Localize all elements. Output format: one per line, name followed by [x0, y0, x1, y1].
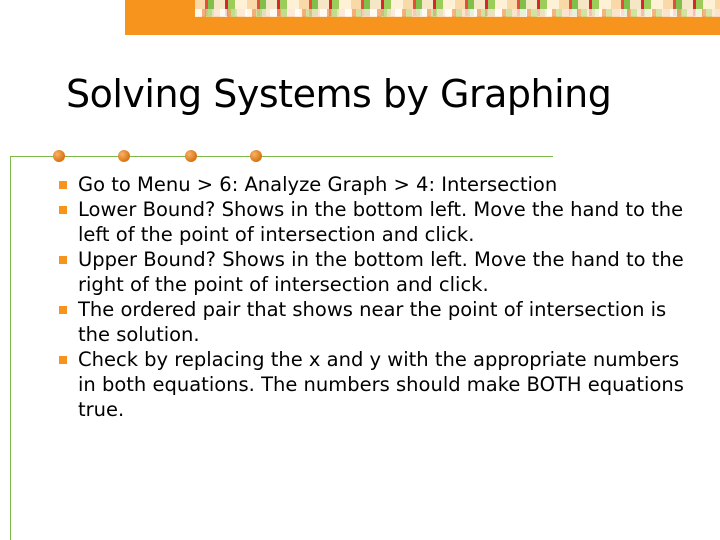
- decorative-dot-3: [185, 150, 197, 162]
- square-bullet-icon: [59, 206, 67, 214]
- square-bullet-icon: [59, 356, 67, 364]
- square-bullet-icon: [59, 256, 67, 264]
- decorative-horizontal-line: [10, 156, 553, 157]
- bullet-list: [56, 172, 696, 422]
- decorative-dot-4: [250, 150, 262, 162]
- decorative-banner: [125, 0, 720, 35]
- bullet-item: [56, 297, 696, 347]
- bullet-text: Go to Menu > 6: Analyze Graph > 4: Intersection: [78, 173, 558, 196]
- bullet-item: [56, 247, 696, 297]
- bullet-text: Upper Bound? Shows in the bottom left. Move the hand to the right of the point of intersection and click.: [78, 248, 684, 296]
- bullet-item: [56, 172, 696, 197]
- decorative-dot-1: [53, 150, 65, 162]
- slide-title: Solving Systems by Graphing: [66, 72, 612, 116]
- bullet-item: [56, 347, 696, 422]
- decorative-dot-2: [118, 150, 130, 162]
- square-bullet-icon: [59, 181, 67, 189]
- bullet-text: The ordered pair that shows near the point of intersection is the solution.: [78, 298, 667, 346]
- decorative-vertical-line: [10, 156, 11, 540]
- banner-flower-strip-highlights: [195, 9, 720, 17]
- bullet-item: [56, 197, 696, 247]
- bullet-text: Lower Bound? Shows in the bottom left. Move the hand to the left of the point of intersection and click.: [78, 198, 684, 246]
- bullet-text: Check by replacing the x and y with the appropriate numbers in both equations. The numbers should make BOTH equations true.: [78, 348, 684, 421]
- square-bullet-icon: [59, 306, 67, 314]
